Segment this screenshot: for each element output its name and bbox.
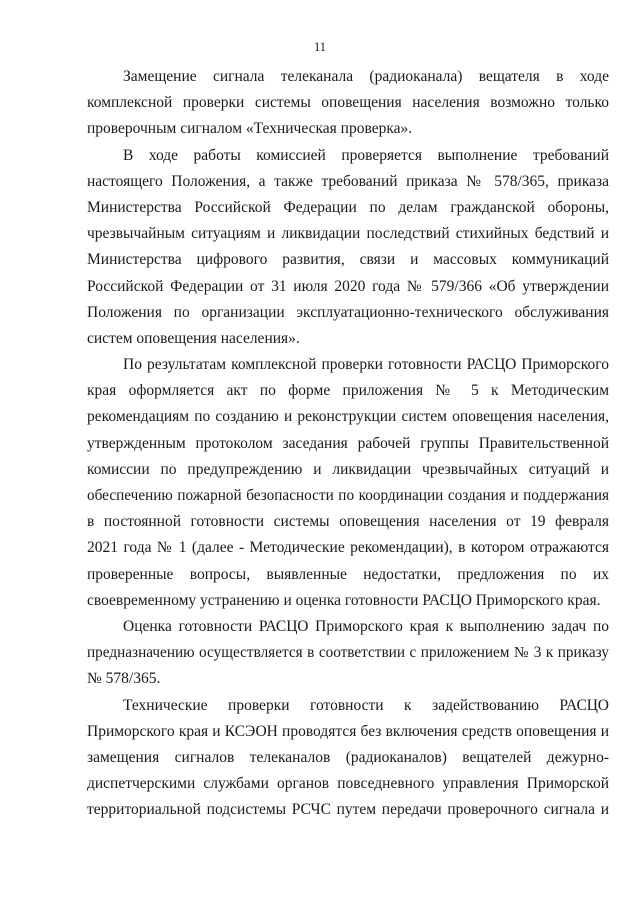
text-line: Приморского края и КСЭОН проводятся без включения средств оповещения и (87, 722, 609, 740)
page-number: 11 (313, 40, 327, 54)
text-line: территориальной подсистемы РСЧС путем передачи проверочного сигнала и (87, 801, 609, 819)
text-line: По результатам комплексной проверки готовности РАСЦО Приморского (123, 356, 609, 374)
text-line: Положения по организации эксплуатационно-технического обслуживания (87, 303, 609, 321)
text-line: своевременному устранению и оценка готовности РАСЦО Приморского края. (87, 591, 601, 609)
text-line: утвержденным протоколом заседания рабочей группы Правительственной (87, 434, 609, 452)
document-body (87, 64, 609, 823)
text-line: комиссии по предупреждению и ликвидации чрезвычайных ситуаций и (87, 460, 609, 478)
text-line: предназначению осуществляется в соответствии с приложением № 3 к приказу (87, 644, 609, 662)
text-line: комплексной проверки системы оповещения населения возможно только (87, 94, 609, 112)
text-line: в постоянной готовности системы оповещения населения от 19 февраля (87, 513, 609, 531)
text-line: систем оповещения населения». (87, 329, 300, 347)
text-line: Технические проверки готовности к задействованию РАСЦО (123, 696, 609, 714)
text-line: Министерства Российской Федерации по делам гражданской обороны, (87, 198, 609, 216)
text-line: чрезвычайным ситуациям и ликвидации последствий стихийных бедствий и (87, 225, 609, 243)
text-line: рекомендациям по созданию и реконструкции систем оповещения населения, (87, 408, 609, 426)
text-line: Российской Федерации от 31 июля 2020 года № 579/366 «Об утверждении (87, 277, 609, 295)
text-line: настоящего Положения, а также требований приказа № 578/365, приказа (87, 172, 609, 190)
text-line: В ходе работы комиссией проверяется выполнение требований (123, 146, 609, 164)
text-line: обеспечению пожарной безопасности по координации создания и поддержания (87, 487, 609, 504)
text-line: 2021 года № 1 (далее - Методические рекомендации), в котором отражаются (87, 539, 609, 557)
text-line: Оценка готовности РАСЦО Приморского края к выполнению задач по (123, 617, 609, 635)
text-line: края оформляется акт по форме приложения № 5 к Методическим (87, 382, 609, 400)
text-line: Министерства цифрового развития, связи и массовых коммуникаций (87, 251, 609, 269)
text-line: проверенные вопросы, выявленные недостатки, предложения по их (87, 565, 609, 583)
text-line: замещения сигналов телеканалов (радиоканалов) вещателей дежурно- (87, 748, 609, 766)
text-line: Замещение сигнала телеканала (радиоканала) вещателя в ходе (123, 68, 609, 85)
text-line: № 578/365. (87, 670, 161, 688)
text-line: диспетчерскими службами органов повседневного управления Приморской (87, 775, 609, 793)
text-line: проверочным сигналом «Техническая проверка». (87, 120, 413, 138)
